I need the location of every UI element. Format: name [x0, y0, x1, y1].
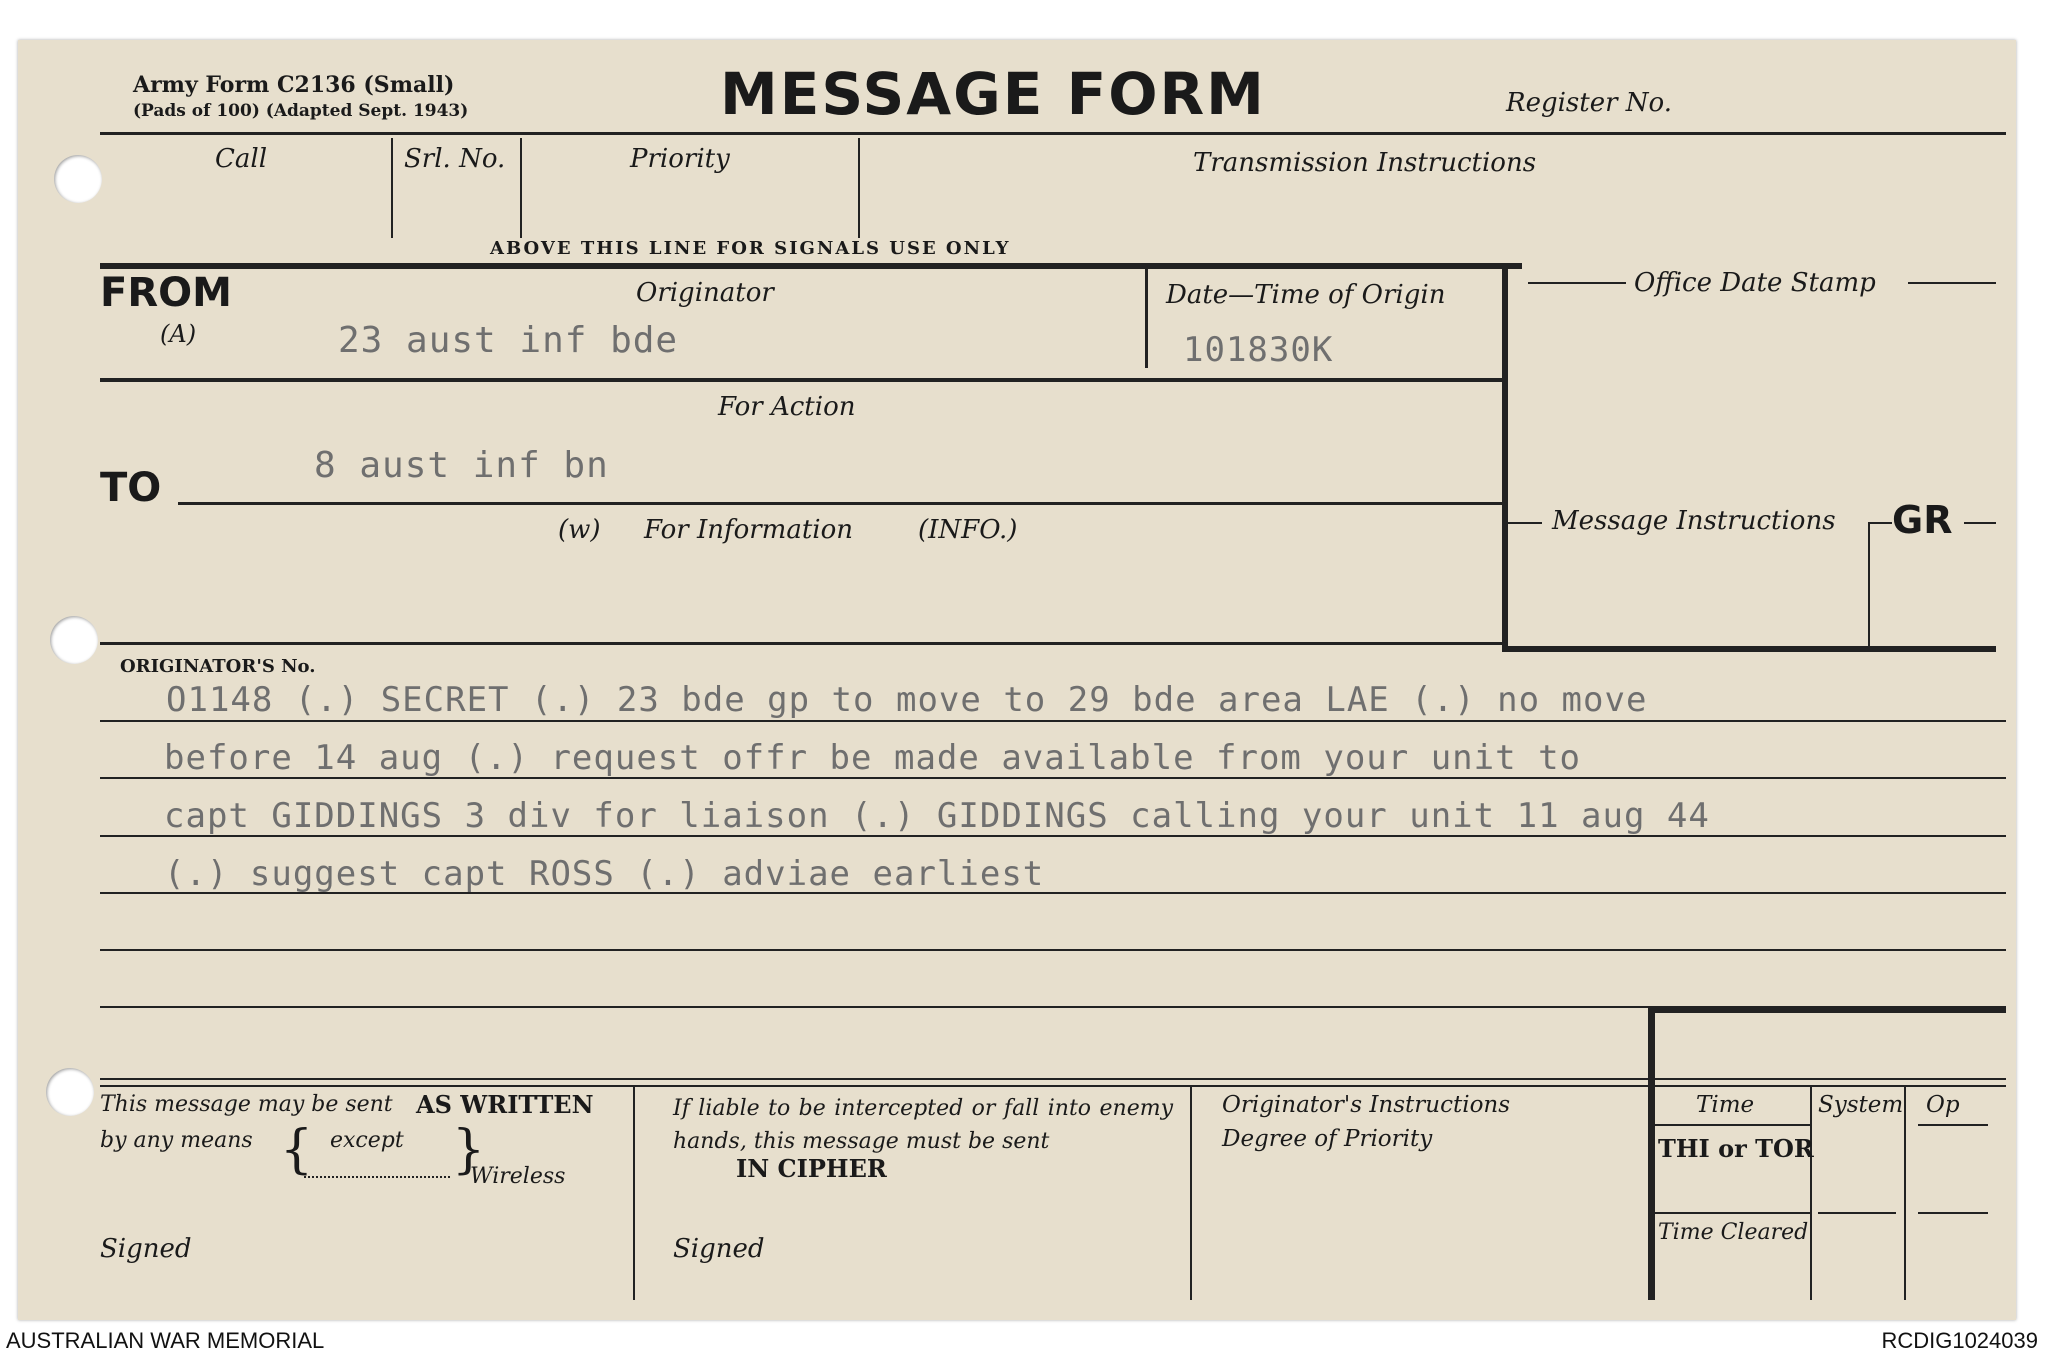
- divider: [1904, 1086, 1906, 1300]
- priority-label: Priority: [630, 144, 730, 174]
- divider: [858, 138, 860, 238]
- cipher-text: If liable to be intercepted or fall into enemy hands, this message must be sent: [673, 1096, 1173, 1154]
- thi-tor-label: THI or TOR: [1658, 1134, 1814, 1163]
- form-id: Army Form C2136 (Small): [133, 72, 455, 98]
- divider: [1655, 1124, 1810, 1126]
- punch-hole: [50, 616, 98, 664]
- info-prefix: (w): [558, 515, 601, 545]
- message-form-paper: [18, 40, 2016, 1320]
- gr-label: GR: [1892, 498, 1953, 542]
- srl-label: Srl. No.: [404, 144, 506, 174]
- time-cleared-label: Time Cleared: [1658, 1220, 1809, 1245]
- transmission-label: Transmission Instructions: [1193, 148, 1537, 178]
- dto-label: Date—Time of Origin: [1166, 280, 1446, 310]
- originators-no-label: ORIGINATOR'S No.: [120, 656, 316, 677]
- divider: [100, 378, 1504, 382]
- dotted-line: [304, 1176, 450, 1178]
- bracket-right: }: [452, 1120, 486, 1180]
- signed-label-1: Signed: [100, 1234, 192, 1264]
- originator-label: Originator: [636, 278, 774, 308]
- wireless-label: Wireless: [470, 1164, 566, 1189]
- register-label: Register No.: [1506, 88, 1673, 118]
- divider: [1648, 1006, 1655, 1300]
- divider: [1810, 1086, 1812, 1300]
- time-label: Time: [1696, 1092, 1755, 1118]
- as-written: AS WRITTEN: [416, 1090, 594, 1119]
- in-cipher: IN CIPHER: [732, 1154, 887, 1183]
- divider: [520, 138, 522, 238]
- bracket-left: {: [280, 1120, 314, 1180]
- info-suffix: (INFO.): [918, 515, 1018, 545]
- ruled-line: [100, 720, 2006, 722]
- divider: [1648, 1006, 2006, 1013]
- ruled-line: [100, 949, 2006, 951]
- dto-value: 101830K: [1183, 330, 1334, 370]
- message-line: O1148 (.) SECRET (.) 23 bde gp to move to 29 bde area LAE (.) no move: [166, 680, 1648, 720]
- message-line: before 14 aug (.) request offr be made available from your unit to: [164, 738, 1582, 778]
- by-any-means: by any means: [100, 1128, 253, 1153]
- divider: [100, 642, 1504, 645]
- from-sub: (A): [160, 320, 197, 348]
- divider: [391, 138, 393, 238]
- divider: [1918, 1124, 1988, 1126]
- except-label: except: [330, 1128, 404, 1153]
- divider: [1145, 268, 1148, 368]
- degree-priority: Degree of Priority: [1222, 1126, 1433, 1152]
- divider: [1502, 646, 1996, 652]
- divider: [1868, 522, 1870, 646]
- divider: [100, 263, 1522, 269]
- divider: [1908, 282, 1996, 284]
- divider: [1502, 266, 1508, 652]
- for-action-label: For Action: [718, 392, 856, 422]
- punch-hole: [54, 155, 102, 203]
- system-label: System: [1818, 1092, 1904, 1118]
- divider: [1818, 1212, 1896, 1214]
- divider: [1655, 1212, 1810, 1214]
- divider: [1868, 522, 1892, 524]
- message-line: (.) suggest capt ROSS (.) adviae earliest: [164, 854, 1045, 894]
- message-line: capt GIDDINGS 3 div for liaison (.) GIDDINGS calling your unit 11 aug 44: [164, 796, 1710, 836]
- divider: [1964, 522, 1996, 524]
- footer-left: AUSTRALIAN WAR MEMORIAL: [6, 1328, 325, 1353]
- divider: [1190, 1086, 1192, 1300]
- footer-right: RCDIG1024039: [1881, 1328, 2038, 1353]
- to-value: 8 aust inf bn: [314, 445, 609, 486]
- orig-instructions: Originator's Instructions: [1222, 1092, 1511, 1118]
- op-label: Op: [1926, 1092, 1960, 1118]
- to-label: TO: [100, 465, 162, 511]
- form-title: MESSAGE FORM: [720, 60, 1266, 128]
- divider: [100, 132, 2006, 135]
- ruled-line: [100, 1006, 1670, 1008]
- originator-value: 23 aust inf bde: [338, 320, 679, 361]
- call-label: Call: [215, 144, 268, 174]
- punch-hole: [46, 1068, 94, 1116]
- divider: [633, 1086, 635, 1300]
- divider: [100, 1078, 2006, 1080]
- as-written-prefix: This message may be sent: [100, 1092, 393, 1117]
- info-label: For Information: [644, 515, 854, 545]
- divider: [178, 502, 1504, 505]
- signed-label-2: Signed: [673, 1234, 765, 1264]
- divider: [1508, 522, 1542, 524]
- above-line-note: ABOVE THIS LINE FOR SIGNALS USE ONLY: [490, 238, 1011, 259]
- divider: [1918, 1212, 1988, 1214]
- msg-instructions-label: Message Instructions: [1552, 506, 1836, 536]
- from-label: FROM: [100, 270, 232, 316]
- form-sub: (Pads of 100) (Adapted Sept. 1943): [133, 101, 469, 121]
- divider: [100, 1085, 2006, 1087]
- office-stamp-label: Office Date Stamp: [1626, 268, 1884, 298]
